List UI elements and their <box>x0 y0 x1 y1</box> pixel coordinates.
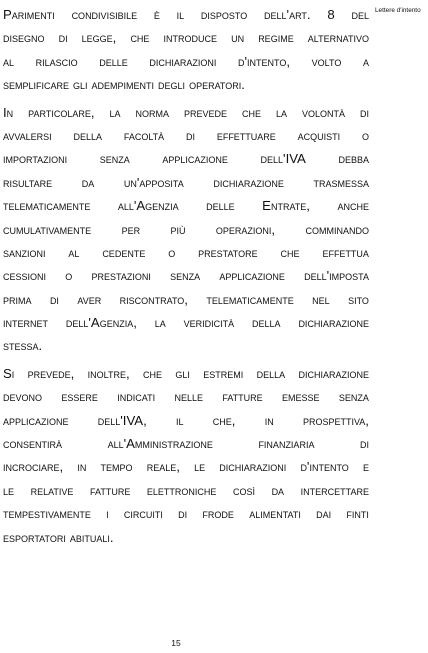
text-line: Parimenti condivisibile è il disposto dell'art. 8 del <box>3 7 369 22</box>
text-line: In particolare, la norma prevede che la volontà di <box>3 104 369 120</box>
text-line: risultare da un'apposita dichiarazione trasmessa <box>3 174 369 190</box>
text-line: tempestivamente i circuiti di frode alimentati dai finti <box>3 506 369 522</box>
text-line: Si prevede, inoltre, che gli estremi della dichiarazione <box>3 365 369 381</box>
paragraph <box>3 3 369 97</box>
text-line: stessa. <box>3 338 43 354</box>
text-line: telematicamente all'Agenzia delle Entrate, anche <box>3 198 369 214</box>
paragraph <box>3 101 369 358</box>
text-line: al rilascio delle dichiarazioni d'intento, volto a <box>3 53 369 69</box>
text-line: consentirà all'Amministrazione finanziaria di <box>3 436 369 452</box>
text-line: avvalersi della facoltà di effettuare acquisti o <box>3 127 369 143</box>
document-body <box>3 3 369 553</box>
page-number: 15 <box>171 638 181 648</box>
text-line: le relative fatture elettroniche così da intercettare <box>3 482 369 498</box>
text-line: esportatori abituali. <box>3 529 114 545</box>
text-line: disegno di legge, che introduce un regime alternativo <box>3 30 369 46</box>
text-line: semplificare gli adempimenti degli operatori. <box>3 77 245 93</box>
text-line: internet dell'Agenzia, la veridicità della dichiarazione <box>3 315 369 331</box>
text-line: cessioni o prestazioni senza applicazione dell'imposta <box>3 268 369 284</box>
paragraph <box>3 362 369 549</box>
text-line: devono essere indicati nelle fatture emesse senza <box>3 389 369 405</box>
text-line: applicazione dell'IVA, il che, in prospettiva, <box>3 412 369 428</box>
text-line: sanzioni al cedente o prestatore che effettua <box>3 244 369 260</box>
text-line: importazioni senza applicazione dell'IVA debba <box>3 151 369 167</box>
text-line: incrociare, in tempo reale, le dichiarazioni d'intento e <box>3 459 369 475</box>
margin-note: Lettere d'intento <box>375 7 421 14</box>
text-line: cumulativamente per più operazioni, comminando <box>3 221 369 237</box>
text-line: prima di aver riscontrato, telematicamente nel sito <box>3 291 369 307</box>
